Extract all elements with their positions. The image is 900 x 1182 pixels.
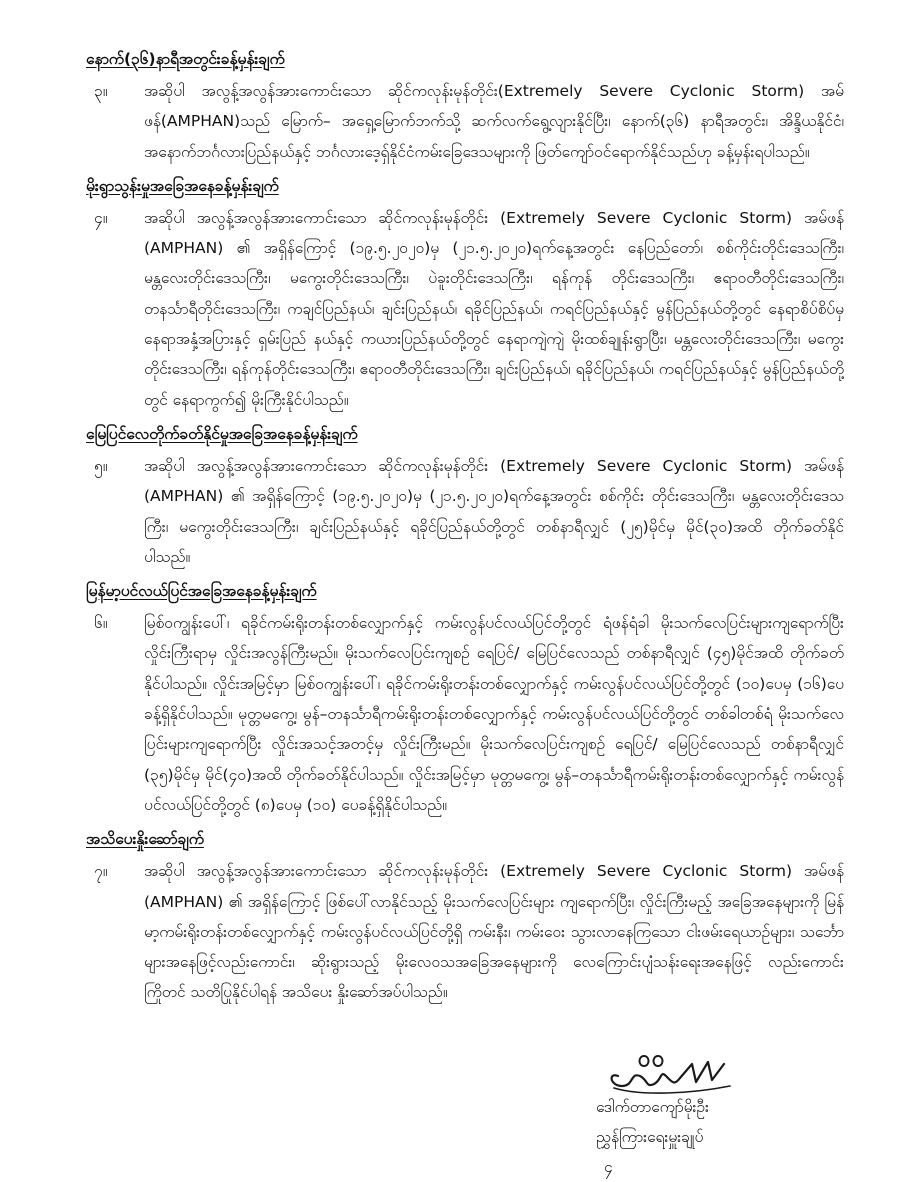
signer-mark: ၄ [604, 1158, 613, 1176]
signer-name: ဒေါက်တာကျော်မိုးဦး [596, 1098, 709, 1116]
signer-title: ညွှန်ကြားရေးမှူးချုပ် [596, 1128, 704, 1146]
section-heading-advisory: အသိပေးနှိုးဆော်ချက် [86, 830, 204, 849]
paragraph-6 [86, 608, 844, 820]
section-heading-surface-wind-forecast: မြေပြင်လေတိုက်ခတ်နိုင်မှုအခြေအနေခန့်မှန်းချက် [86, 424, 358, 443]
paragraph-number: ၅။ [94, 456, 108, 475]
paragraph-4 [86, 203, 844, 415]
paragraph-number: ၆။ [94, 614, 108, 633]
section-heading-36hr-forecast: နောက်(၃၆)နာရီအတွင်းခန့်မှန်းချက် [86, 50, 285, 68]
paragraph-number: ၇။ [94, 862, 108, 881]
paragraph-number: ၃။ [94, 82, 108, 100]
paragraph-text: အဆိုပါ အလွန့်အလွန်အားကောင်းသော ဆိုင်ကလုန်းမုန်တိုင်း (Extremely Severe Cyclonic Storm) အမ်ဖန် (AMPHAN) ၏ အရှိန်ကြောင့် ဖြစ်ပေါ်လာနိုင်သည့် မိုးသက်လေပြင်းများ ကျရောက်ပြီး၊ လှိုင်းကြီးမည့် အခြေအနေများကို မြန်မာ့ကမ်းရိုးတန်းတစ်လျှောက်နှင့် ကမ်းလွန်ပင်လယ်ပြင်တို့ရှိ ကမ်းနီး၊ ကမ်းဝေး သွားလာနေကြသော ငါးဖမ်းရေယာဉ်များ၊ သင်္ဘောများအနေဖြင့်လည်းကောင်း၊ ဆိုးရွားသည့် မိုးလေဝသအခြေအနေများကို လေကြောင်းပျံသန်းရေးအနေဖြင့် လည်းကောင်း ကြိုတင် သတိပြုနိုင်ပါရန် အသိပေး နှိုးဆော်အပ်ပါသည်။ [144, 862, 844, 1002]
paragraph-text: အဆိုပါ အလွန့်အလွန်အားကောင်းသော ဆိုင်ကလုန်းမုန်တိုင်း (Extremely Severe Cyclonic Storm) အမ်ဖန် (AMPHAN) ၏ အရှိန်ကြောင့် (၁၉.၅.၂၀၂၀)မှ (၂၁.၅.၂၀၂၀)ရက်နေ့အတွင်း နေပြည်တော်၊ စစ်ကိုင်းတိုင်းဒေသကြီး၊ မန္တလေးတိုင်းဒေသကြီး၊ မကွေးတိုင်းဒေသကြီး၊ ပဲခူးတိုင်းဒေသကြီး၊ ရန်ကုန် တိုင်းဒေသကြီး၊ ဧရာဝတီတိုင်းဒေသကြီး၊ တနင်္သာရီတိုင်းဒေသကြီး၊ ကချင်ပြည်နယ်၊ ချင်းပြည်နယ်၊ ရခိုင်ပြည်နယ်၊ ကရင်ပြည်နယ်နှင့် မွန်ပြည်နယ်တို့တွင် နေရာစိပ်စိပ်မှ နေရာအနှံ့အပြားနှင့် ရှမ်းပြည် နယ်နှင့် ကယားပြည်နယ်တို့တွင် နေရာကျဲကျဲ မိုးထစ်ချုန်းရွာပြီး၊ မန္တလေးတိုင်းဒေသကြီး၊ မကွေး တိုင်းဒေသကြီး၊ ရန်ကုန်တိုင်းဒေသကြီး၊ ဧရာဝတီတိုင်းဒေသကြီး၊ ချင်းပြည်နယ်၊ ရခိုင်ပြည်နယ်၊ ကရင်ပြည်နယ်နှင့် မွန်ပြည်နယ်တို့တွင် နေရာကွက်၍ မိုးကြီးနိုင်ပါသည်။ [144, 208, 844, 409]
paragraph-number: ၄။ [94, 208, 108, 227]
paragraph-text: အဆိုပါ အလွန့်အလွန်အားကောင်းသော ဆိုင်ကလုန်းမုန်တိုင်း (Extremely Severe Cyclonic Storm) အမ်ဖန် (AMPHAN) ၏ အရှိန်ကြောင့် (၁၉.၅.၂၀၂၀)မှ (၂၁.၅.၂၀၂၀)ရက်နေ့အတွင်း စစ်ကိုင်း တိုင်းဒေသကြီး၊ မန္တလေးတိုင်းဒေသကြီး၊ မကွေးတိုင်းဒေသကြီး၊ ချင်းပြည်နယ်နှင့် ရခိုင်ပြည်နယ်တို့တွင် တစ်နာရီလျှင် (၂၅)မိုင်မှ မိုင်(၃၀)အထိ တိုက်ခတ်နိုင်ပါသည်။ [144, 456, 844, 566]
paragraph-text: အဆိုပါ အလွန့်အလွန်အားကောင်းသော ဆိုင်ကလုန်းမုန်တိုင်း(Extremely Severe Cyclonic Storm) အမ်ဖန်(AMPHAN)သည် မြောက်– အရှေ့မြောက်ဘက်သို့ ဆက်လက်ရွေ့လျားနိုင်ပြီး၊ နောက်(၃၆) နာရီအတွင်း၊ အိန္ဒိယနိုင်ငံ၊ အနောက်ဘင်္ဂလားပြည်နယ်နှင့် ဘင်္ဂလားဒေ့ရှ်နိုင်ငံကမ်းခြေဒေသများကို ဖြတ်ကျော်ဝင်ရောက်နိုင်သည်ဟု ခန့်မှန်းရပါသည်။ [144, 82, 844, 161]
section-heading-rainfall-forecast: မိုးရွာသွန်းမှုအခြေအနေခန့်မှန်းချက် [86, 176, 279, 195]
paragraph-5 [86, 451, 844, 572]
section-heading-sea-condition-forecast: မြန်မာ့ပင်လယ်ပြင်အခြေအနေခန့်မှန်းချက် [86, 582, 317, 601]
paragraph-text: မြစ်ဝကျွန်းပေါ်၊ ရခိုင်ကမ်းရိုးတန်းတစ်လျှောက်နှင့် ကမ်းလွန်ပင်လယ်ပြင်တို့တွင် ရံဖန်ရံခါ မိုးသက်လေပြင်းများကျရောက်ပြီး လှိုင်းကြီးရာမှ လှိုင်းအလွန်ကြီးမည်။ မိုးသက်လေပြင်းကျစဉ် ရေပြင်/ မြေပြင်လေသည် တစ်နာရီလျှင် (၄၅)မိုင်အထိ တိုက်ခတ်နိုင်ပါသည်။ လှိုင်းအမြင့်မှာ မြစ်ဝကျွန်းပေါ်၊ ရခိုင်ကမ်းရိုးတန်းတစ်လျှောက်နှင့် ကမ်းလွန်ပင်လယ်ပြင်တို့တွင် (၁၀)ပေမှ (၁၆)ပေ ခန့်ရှိနိုင်ပါသည်။ မုတ္တမကွေ့၊ မွန်–တနင်္သာရီကမ်းရိုးတန်းတစ်လျှောက်နှင့် ကမ်းလွန်ပင်လယ်ပြင်တို့တွင် တစ်ခါတစ်ရံ မိုးသက်လေပြင်းများကျရောက်ပြီး လှိုင်းအသင့်အတင့်မှ လှိုင်းကြီးမည်။ မိုးသက်လေပြင်းကျစဉ် ရေပြင်/ မြေပြင်လေသည် တစ်နာရီလျှင် (၃၅)မိုင်မှ မိုင်(၄၀)အထိ တိုက်ခတ်နိုင်ပါသည်။ လှိုင်းအမြင့်မှာ မုတ္တမကွေ့၊ မွန်–တနင်္သာရီကမ်းရိုးတန်းတစ်လျှောက်နှင့် ကမ်းလွန်ပင်လယ်ပြင်တို့တွင် (၈)ပေမှ (၁၀) ပေခန့်ရှိနိုင်ပါသည်။ [144, 614, 844, 814]
paragraph-3 [86, 76, 844, 167]
paragraph-7 [86, 856, 844, 1007]
